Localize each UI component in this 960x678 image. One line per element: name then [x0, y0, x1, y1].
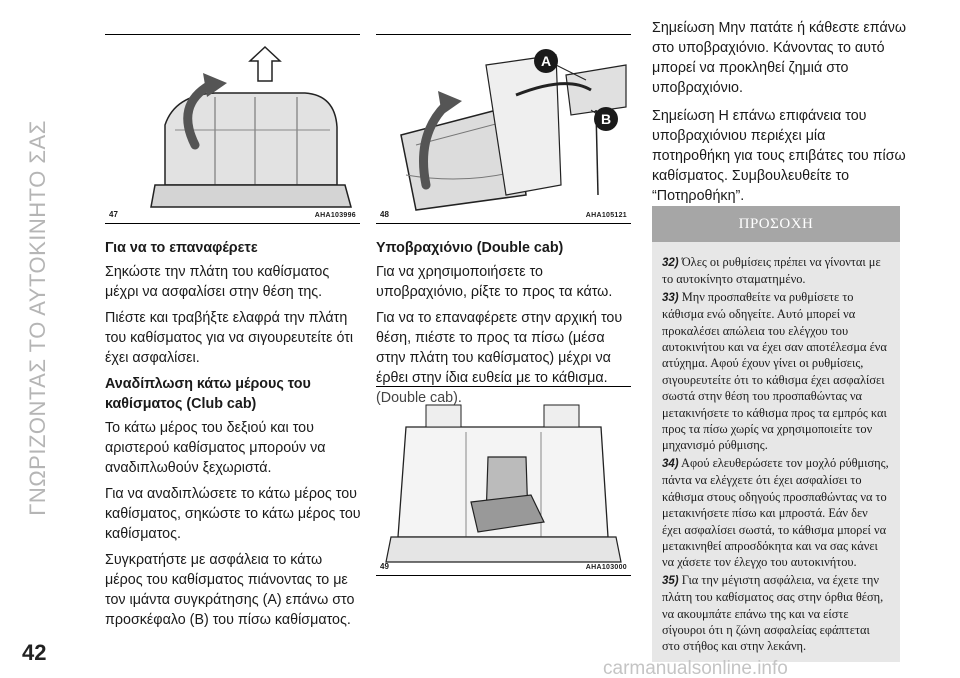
figure-code: AHA105121: [585, 212, 627, 219]
note-1: Σημείωση Μην πατάτε ή κάθεστε επάνω στο υποβραχιόνιο. Κάνοντας το αυτό μπορεί να προκληθεί ζημιά στο υποβραχιόνιο.: [652, 20, 907, 96]
paragraph-note: (Double cab).: [376, 390, 462, 406]
section-title: ΓΝΩΡΙΖΟΝΤΑΣ ΤΟ ΑΥΤΟΚΙΝΗΤΟ ΣΑΣ: [25, 120, 50, 516]
paragraph: Για να αναδιπλώσετε το κάτω μέρος του καθίσματος, σηκώστε το κάτω μέρος του καθίσματος.: [105, 486, 361, 542]
page-number: 42: [22, 640, 47, 665]
column-1: [105, 238, 363, 636]
column-3: [652, 18, 907, 212]
figure-number: 47: [109, 210, 118, 219]
figure-code: AHA103996: [314, 212, 356, 219]
seat-strap-illustration: [376, 35, 631, 225]
figure-number: 48: [380, 210, 389, 219]
heading-fold-cushion: Αναδίπλωση κάτω μέρους του καθίσματος (Club cab): [105, 376, 311, 412]
figure-49: [376, 386, 631, 576]
paragraph: Πιέστε και τραβήξτε ελαφρά την πλάτη του καθίσματος για να σιγουρευτείτε ότι έχει ασφαλίσει.: [105, 310, 354, 366]
caution-item-35: 35) Για την μέγιστη ασφάλεια, να έχετε την πλάτη του καθίσματος σας στην όρθια θέση, να ακουμπάτε επάνω της και να είστε σίγουροι ότι η ζώνη ασφαλείας εφάπτεται στο στήθος και στην λεκάνη.: [662, 572, 884, 654]
column-2: [376, 238, 636, 414]
caution-title: ΠΡΟΣΟΧΗ: [652, 206, 900, 242]
caution-item-34: 34) Αφού ελευθερώσετε τον μοχλό ρύθμισης, πάντα να ελέγχετε ότι έχει ασφαλίσει το κάθισμα στους οδηγούς προσπαθώντας να το μετακινήσετε πίσω και μπροστά. Εάν δεν έχει ασφαλίσει σωστά, το κάθισμα μπορεί να μετακινηθεί απροσδόκητα και να σας κάνει να χάσετε τον έλεγχο του αυτοκινήτου.: [662, 455, 889, 570]
paragraph: Για να χρησιμοποιήσετε το υποβραχιόνιο, ρίξτε το προς τα κάτω.: [376, 264, 613, 300]
watermark: carmanualsonline.info: [603, 658, 788, 678]
caution-body: [652, 242, 900, 662]
caution-item-32: 32) Όλες οι ρυθμίσεις πρέπει να γίνονται με το αυτοκίνητο σταματημένο.: [662, 255, 881, 287]
caution-item-33: 33) Μην προσπαθείτε να ρυθμίσετε το κάθισμα ενώ οδηγείτε. Αυτό μπορεί να προκαλέσει απώλεια του ελέγχου του αυτοκινήτου και να έχει σαν αποτέλεσμα ένα ατύχημα. Αφού έχουν γίνει οι ρυθμίσεις, σιγουρευτείτε ότι το κάθισμα έχει ασφαλίσει σωστά στην θέση του προσπαθώντας να μετακινήσετε το κάθισμα προς τα εμπρός και προς τα πίσω χωρίς να χρησιμοποιείτε τον μηχανισμό ρύθμισης.: [662, 289, 887, 453]
heading-restore: Για να το επαναφέρετε: [105, 240, 258, 256]
seat-folded-illustration: [105, 35, 360, 225]
paragraph: Για να το επαναφέρετε στην αρχική του θέση, πιέστε το προς τα πίσω (μέσα στην πλάτη του καθίσματος) μέχρι να έρθει στην ίδια ευθεία με το κάθισμα.: [376, 310, 623, 386]
callout-b: B: [594, 107, 618, 131]
paragraph: Το κάτω μέρος του δεξιού και του αριστερού καθίσματος μπορούν να αναδιπλωθούν ξεχωριστά.: [105, 420, 326, 476]
sidebar: [0, 0, 75, 678]
figure-number: 49: [380, 562, 389, 571]
callout-a: A: [534, 49, 558, 73]
figure-code: AHA103000: [585, 564, 627, 571]
paragraph: Σηκώστε την πλάτη του καθίσματος μέχρι να ασφαλίσει στην θέση της.: [105, 264, 330, 300]
figure-47: [105, 34, 360, 224]
armrest-illustration: [376, 387, 631, 577]
heading-armrest: Υποβραχιόνιο (Double cab): [376, 240, 564, 256]
figure-48: [376, 34, 631, 224]
note-2: Σημείωση Η επάνω επιφάνεια του υποβραχιόνιου περιέχει μία ποτηροθήκη για τους επιβάτες του πίσω καθίσματος. Συμβουλευθείτε το “Ποτηροθήκη”.: [652, 108, 906, 204]
paragraph: Συγκρατήστε με ασφάλεια το κάτω μέρος του καθίσματος πιάνοντας το με τον ιμάντα συγκράτησης (A) επάνω στο προσκέφαλο (B) του πίσω καθίσματος.: [105, 552, 355, 628]
